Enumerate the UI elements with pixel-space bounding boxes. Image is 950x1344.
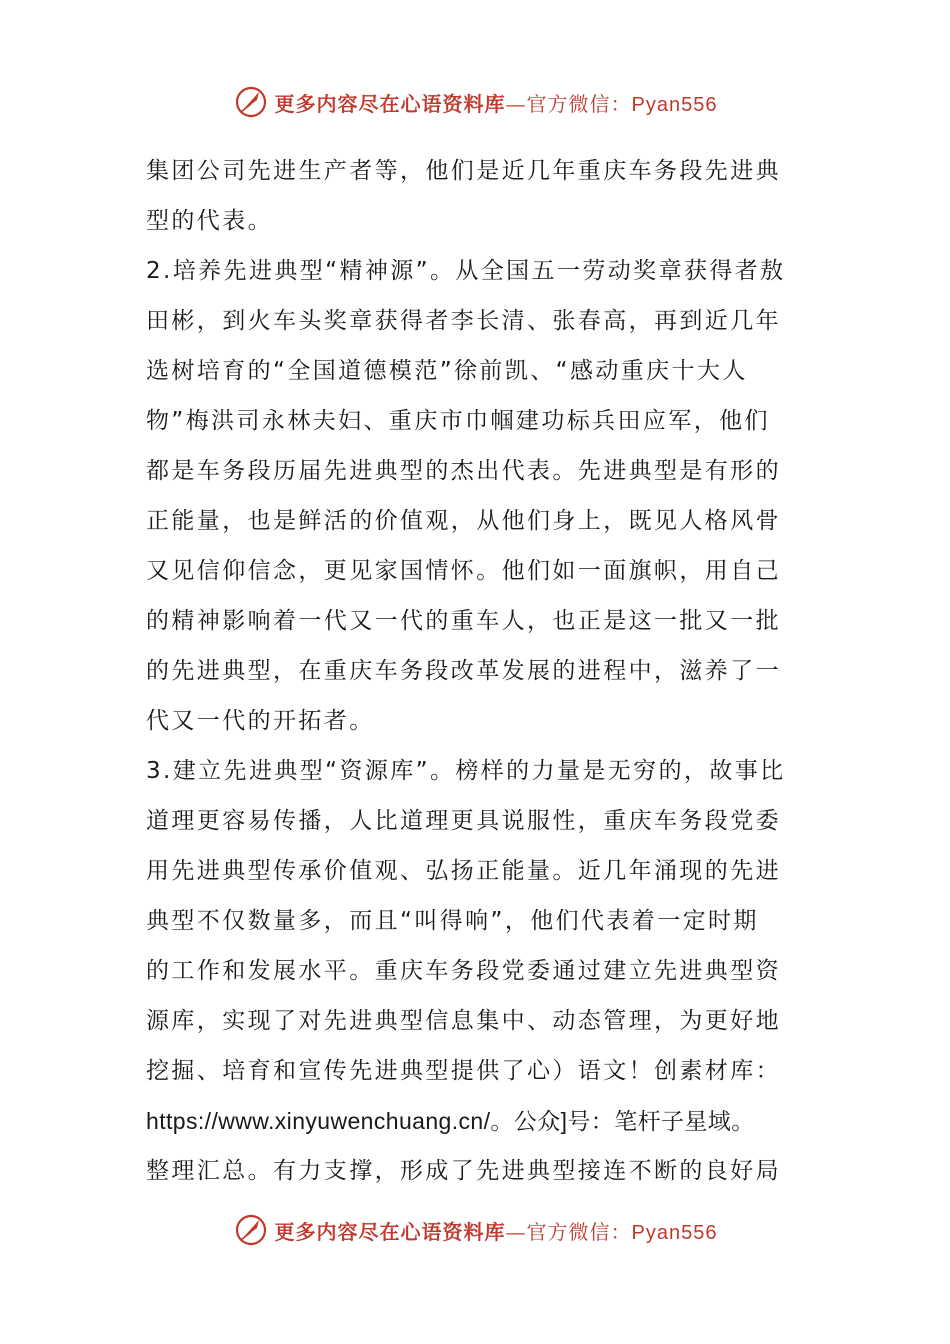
text-line: 道理更容易传播，人比道理更具说服性，重庆车务段党委	[146, 808, 781, 834]
header-banner	[0, 80, 950, 124]
text-line: 的精神影响着一代又一代的重车人，也正是这一批又一批	[146, 608, 781, 634]
text-line: 集团公司先进生产者等，他们是近几年重庆车务段先进典	[146, 158, 781, 184]
quill-logo-icon	[233, 1212, 269, 1248]
banner-separator: —	[505, 1219, 527, 1244]
footer-banner	[0, 1208, 950, 1252]
text-line: 选树培育的“全国道德模范”徐前凯、“感动重庆十大人	[146, 358, 748, 384]
quill-logo-icon	[233, 84, 269, 120]
banner-text	[275, 88, 718, 117]
text-line: 源库，实现了对先进典型信息集中、动态管理，为更好地	[146, 1008, 781, 1034]
text-line: 整理汇总。有力支撑，形成了先进典型接连不断的良好局	[146, 1158, 781, 1184]
banner-wechat-id: Pyan556	[631, 93, 718, 116]
text-line: 又见信仰信念，更见家国情怀。他们如一面旗帜，用自己	[146, 558, 781, 584]
text-line: 3.建立先进典型“资源库”。榜样的力量是无穷的，故事比	[146, 758, 786, 784]
text-line-url: https://www.xinyuwenchuang.cn/。公众]号：笔杆子星域。	[146, 1108, 755, 1134]
text-line: 田彬，到火车头奖章获得者李长清、张春高，再到近几年	[146, 308, 781, 334]
text-line: 挖掘、培育和宣传先进典型提供了心）语文！创素材库：	[146, 1058, 781, 1084]
banner-wechat-label: 官方微信：	[526, 1219, 632, 1244]
text-line: 正能量，也是鲜活的价值观，从他们身上，既见人格风骨	[146, 508, 781, 534]
text-line: 典型不仅数量多，而且“叫得响”，他们代表着一定时期	[146, 908, 759, 934]
banner-wechat-id: Pyan556	[631, 1221, 718, 1244]
banner-main-text: 更多内容尽在心语资料库	[274, 91, 506, 116]
banner-wechat-label: 官方微信：	[526, 91, 632, 116]
text-line: 都是车务段历届先进典型的杰出代表。先进典型是有形的	[146, 458, 781, 484]
banner-main-text: 更多内容尽在心语资料库	[274, 1219, 506, 1244]
banner-text	[275, 1216, 718, 1245]
text-line: 代又一代的开拓者。	[146, 708, 375, 734]
document-body	[146, 146, 808, 1196]
text-line: 的先进典型，在重庆车务段改革发展的进程中，滋养了一	[146, 658, 781, 684]
text-line: 的工作和发展水平。重庆车务段党委通过建立先进典型资	[146, 958, 781, 984]
text-line: 物”梅洪司永林夫妇、重庆市巾帼建功标兵田应军，他们	[146, 408, 770, 434]
banner-separator: —	[505, 91, 527, 116]
text-line: 2.培养先进典型“精神源”。从全国五一劳动奖章获得者敖	[146, 258, 786, 284]
text-line: 型的代表。	[146, 208, 273, 234]
text-line: 用先进典型传承价值观、弘扬正能量。近几年涌现的先进	[146, 858, 781, 884]
